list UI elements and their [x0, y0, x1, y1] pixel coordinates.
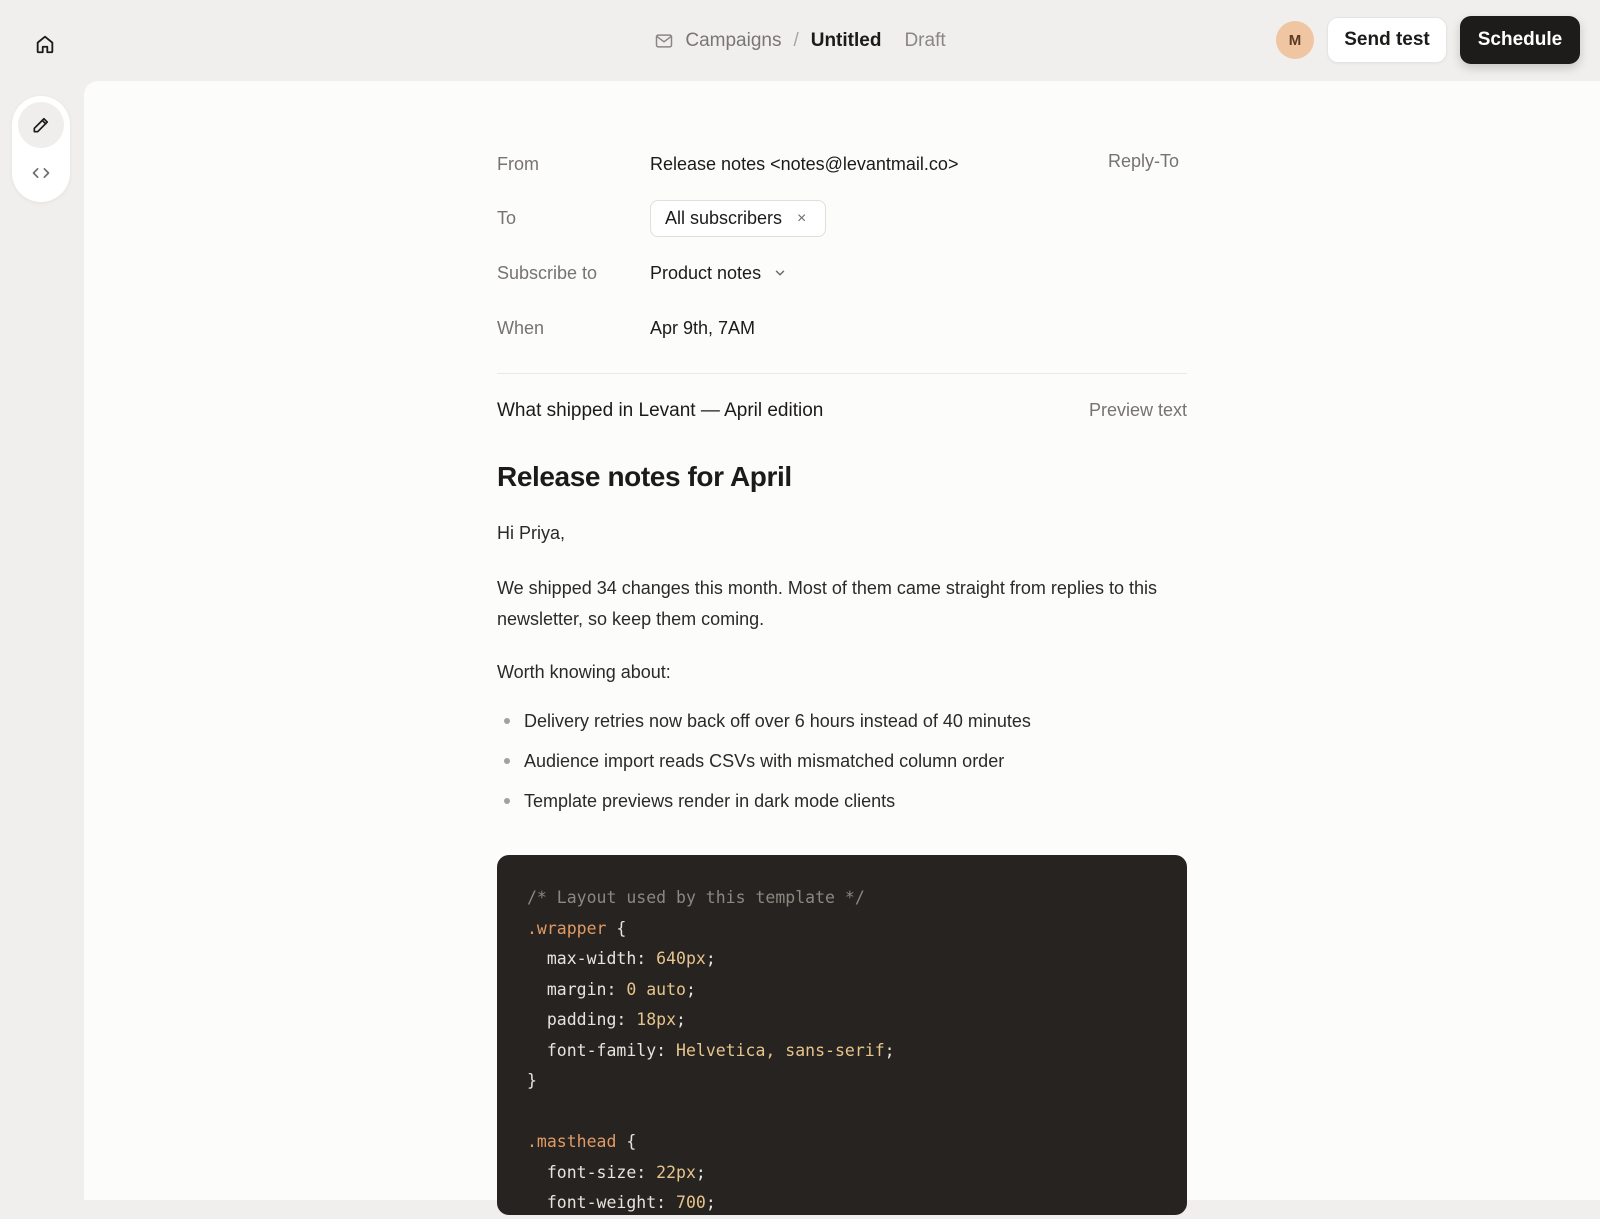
- avatar[interactable]: M: [1276, 21, 1314, 59]
- breadcrumb-current[interactable]: Untitled: [810, 30, 882, 51]
- code-token: ;: [676, 1010, 686, 1029]
- visual-editor-button[interactable]: [18, 102, 64, 148]
- from-field[interactable]: Release notes <notes@levantmail.co>: [650, 153, 959, 174]
- to-row: [497, 204, 1187, 232]
- code-line: [527, 914, 1157, 945]
- code-token: .wrapper: [527, 918, 607, 938]
- code-line: [527, 883, 1157, 914]
- code-token: .masthead: [527, 1132, 617, 1151]
- from-row: [497, 150, 1187, 178]
- list-item-text: Delivery retries now back off over 6 hours instead of 40 minutes: [524, 711, 1031, 731]
- send-test-button[interactable]: Send test: [1327, 17, 1447, 63]
- code-line: [527, 1097, 1157, 1128]
- code-token: Helvetica, sans-serif: [676, 1040, 885, 1060]
- code-token: {: [606, 918, 627, 938]
- code-token: ;: [695, 1162, 706, 1182]
- preview-text-input[interactable]: Preview text: [1088, 400, 1187, 420]
- code-line: [527, 1066, 1157, 1097]
- reply-to-button[interactable]: Reply-To: [1107, 151, 1179, 171]
- from-label: From: [497, 153, 539, 174]
- list-item[interactable]: [497, 701, 1187, 741]
- code-token: 18px: [636, 1010, 677, 1029]
- to-label: To: [497, 207, 517, 228]
- breadcrumb-campaigns[interactable]: Campaigns: [685, 30, 782, 51]
- code-token: }: [527, 1071, 537, 1090]
- recipient-chip-label: All subscribers: [665, 208, 783, 228]
- code-line: [527, 1036, 1157, 1067]
- code-token: 700: [676, 1193, 706, 1212]
- code-token: /* Layout used by this template */: [527, 888, 865, 907]
- list-intro-paragraph[interactable]: Worth knowing about:: [497, 662, 671, 682]
- list-item[interactable]: [497, 781, 1187, 821]
- editor-mode-rail: [12, 96, 70, 202]
- bullet-dot: [504, 758, 510, 764]
- code-line: [527, 944, 1157, 975]
- when-label: When: [497, 317, 545, 338]
- code-token: font-family:: [527, 1040, 677, 1060]
- breadcrumb-separator: /: [793, 30, 799, 51]
- subscribe-row: [497, 259, 1187, 287]
- email-heading[interactable]: Release notes for April: [497, 461, 792, 492]
- code-line: [527, 1127, 1157, 1158]
- code-token: ;: [705, 949, 716, 968]
- subject-input[interactable]: What shipped in Levant — April edition: [497, 400, 824, 421]
- subscribe-select-value: Product notes: [650, 262, 762, 283]
- status-badge: Draft: [904, 30, 946, 51]
- code-line: [527, 1158, 1157, 1189]
- code-token: ;: [884, 1040, 895, 1060]
- when-row: [497, 314, 1187, 342]
- remove-recipient-icon[interactable]: ×: [797, 209, 807, 227]
- code-block[interactable]: [497, 855, 1187, 1215]
- code-token: padding:: [527, 1010, 637, 1029]
- code-token: ;: [685, 979, 696, 999]
- intro-paragraph[interactable]: We shipped 34 changes this month. Most of them came straight from replies to this newsletter, so keep them coming.: [497, 578, 1157, 629]
- subscribe-select[interactable]: [650, 263, 787, 284]
- subscribe-label: Subscribe to: [497, 262, 598, 283]
- recipient-chip[interactable]: [650, 200, 826, 237]
- code-icon: [31, 163, 51, 183]
- code-token: max-width:: [527, 949, 657, 968]
- bullet-dot: [504, 798, 510, 804]
- pencil-icon: [31, 115, 51, 135]
- chevron-down-icon: [773, 266, 787, 280]
- code-editor-button[interactable]: [18, 150, 64, 196]
- code-token: 640px: [656, 949, 706, 968]
- list-item-text: Audience import reads CSVs with mismatched column order: [524, 751, 1005, 771]
- code-token: ;: [705, 1193, 716, 1212]
- code-token: margin:: [527, 979, 627, 999]
- list-item[interactable]: [497, 741, 1187, 781]
- code-line: [527, 975, 1157, 1006]
- list-item-text: Template previews render in dark mode clients: [524, 791, 896, 811]
- divider: [497, 373, 1187, 374]
- code-token: font-size:: [527, 1162, 657, 1182]
- code-token: 22px: [656, 1162, 696, 1182]
- schedule-button[interactable]: Schedule: [1460, 16, 1580, 64]
- code-token: font-weight:: [527, 1193, 677, 1212]
- bullet-list: [497, 701, 1187, 821]
- code-line: [527, 1188, 1157, 1219]
- greeting-paragraph[interactable]: Hi Priya,: [497, 523, 566, 543]
- bullet-dot: [504, 718, 510, 724]
- code-line: [527, 1005, 1157, 1036]
- mail-icon: [654, 31, 674, 51]
- schedule-time-field[interactable]: Apr 9th, 7AM: [650, 317, 756, 338]
- editor-panel: [84, 81, 1600, 1212]
- code-token: 0 auto: [626, 979, 686, 999]
- code-token: {: [616, 1132, 637, 1151]
